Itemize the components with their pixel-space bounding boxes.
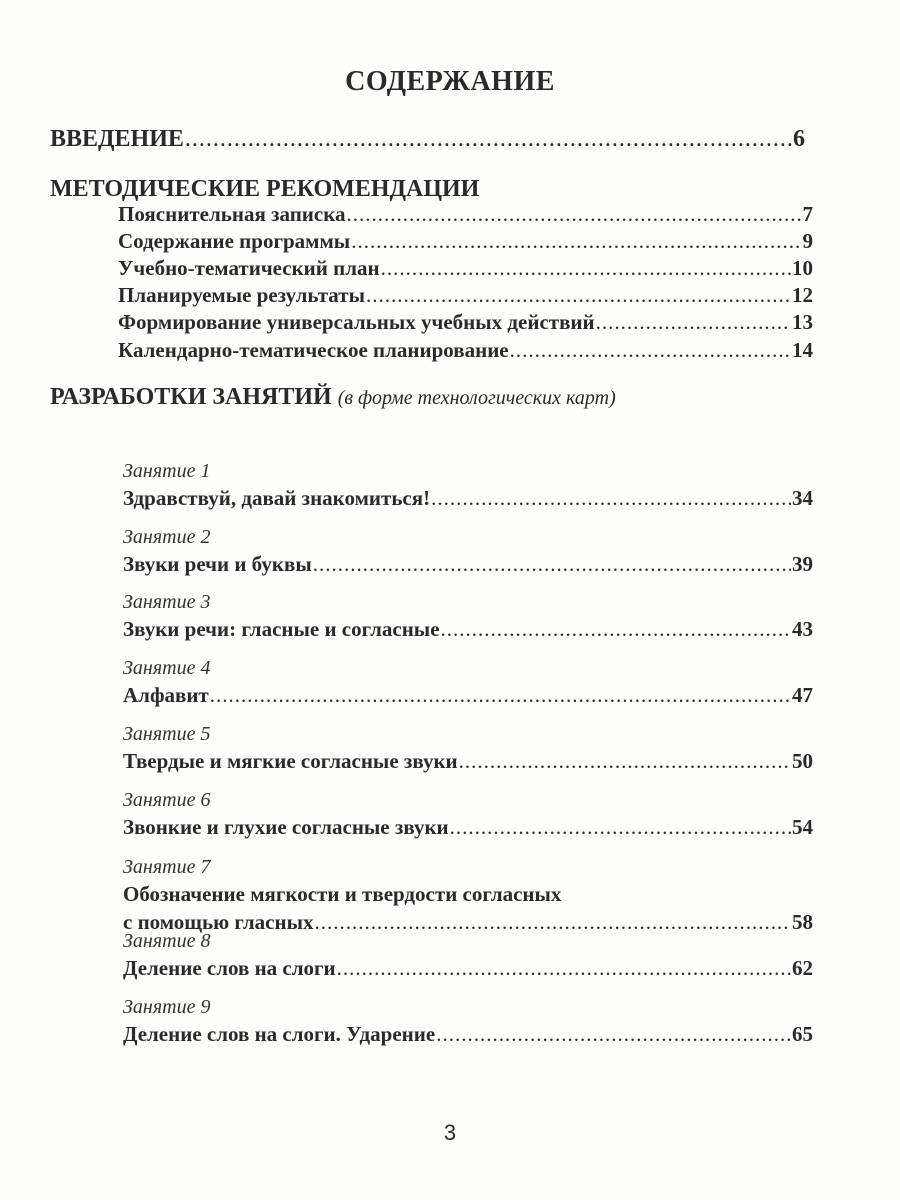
entry-page: 62 bbox=[792, 956, 813, 980]
toc-entry-lesson bbox=[123, 910, 813, 935]
toc-entry-intro bbox=[50, 126, 805, 153]
lesson-number: Занятие 8 bbox=[123, 930, 211, 952]
entry-page: 58 bbox=[792, 910, 813, 934]
entry-label: Планируемые результаты bbox=[118, 283, 365, 307]
toc-entry-method bbox=[118, 202, 813, 227]
toc-entry-lesson bbox=[123, 486, 813, 511]
entry-page: 10 bbox=[792, 256, 813, 280]
dot-leader bbox=[315, 910, 792, 935]
toc-entry-lesson bbox=[123, 552, 813, 577]
entry-label: с помощью гласных bbox=[123, 910, 314, 934]
entry-page: 9 bbox=[802, 229, 813, 253]
dot-leader bbox=[210, 683, 791, 708]
lesson-number: Занятие 9 bbox=[123, 996, 211, 1018]
lesson-number: Занятие 2 bbox=[123, 526, 211, 548]
entry-page: 47 bbox=[792, 683, 813, 707]
entry-label: Здравствуй, давай знакомиться! bbox=[123, 486, 431, 510]
section-heading-label: РАЗРАБОТКИ ЗАНЯТИЙ bbox=[50, 384, 332, 410]
toc-entry-lesson bbox=[123, 617, 813, 642]
dot-leader bbox=[313, 552, 791, 577]
entry-page: 13 bbox=[792, 310, 813, 334]
entry-label: Деление слов на слоги. Ударение bbox=[123, 1022, 436, 1046]
toc-entry-method bbox=[118, 256, 813, 281]
entry-label: Учебно-тематический план bbox=[118, 256, 380, 280]
lesson-number: Занятие 7 bbox=[123, 856, 211, 878]
entry-label: Календарно-тематическое планирование bbox=[118, 338, 509, 362]
toc-entry-method bbox=[118, 338, 813, 363]
entry-label: Деление слов на слоги bbox=[123, 956, 336, 980]
entry-page: 39 bbox=[792, 552, 813, 576]
page-number: 3 bbox=[443, 1120, 457, 1145]
entry-page: 34 bbox=[792, 486, 813, 510]
dot-leader bbox=[381, 256, 791, 281]
page-title: СОДЕРЖАНИЕ bbox=[345, 66, 555, 97]
entry-page: 65 bbox=[792, 1022, 813, 1046]
toc-entry-lesson bbox=[123, 683, 813, 708]
entry-page: 54 bbox=[792, 815, 813, 839]
entry-label: Звуки речи и буквы bbox=[123, 552, 312, 576]
section-heading-methods: МЕТОДИЧЕСКИЕ РЕКОМЕНДАЦИИ bbox=[50, 176, 480, 202]
entry-label: Содержание программы bbox=[118, 229, 351, 253]
dot-leader bbox=[347, 202, 802, 227]
lesson-number: Занятие 3 bbox=[123, 591, 211, 613]
dot-leader bbox=[441, 617, 791, 642]
toc-entry-lesson bbox=[123, 1022, 813, 1047]
dot-leader bbox=[185, 126, 792, 153]
lesson-number: Занятие 5 bbox=[123, 723, 211, 745]
lesson-title-line: Обозначение мягкости и твердости согласных bbox=[123, 882, 562, 906]
entry-label: Формирование универсальных учебных действий bbox=[118, 310, 595, 334]
dot-leader bbox=[450, 815, 791, 840]
toc-entry-lesson bbox=[123, 749, 813, 774]
dot-leader bbox=[436, 1022, 791, 1047]
entry-page: 6 bbox=[793, 126, 805, 152]
section-heading-lessons bbox=[50, 384, 616, 411]
toc-entry-lesson bbox=[123, 956, 813, 981]
dot-leader bbox=[366, 283, 791, 308]
entry-label: Звонкие и глухие согласные звуки bbox=[123, 815, 449, 839]
entry-label: Твердые и мягкие согласные звуки bbox=[123, 749, 458, 773]
lesson-number: Занятие 1 bbox=[123, 460, 211, 482]
lesson-number: Занятие 6 bbox=[123, 789, 211, 811]
dot-leader bbox=[459, 749, 791, 774]
entry-page: 14 bbox=[792, 338, 813, 362]
dot-leader bbox=[510, 338, 791, 363]
entry-label: Алфавит bbox=[123, 683, 209, 707]
lesson-number: Занятие 4 bbox=[123, 657, 211, 679]
toc-entry-lesson bbox=[123, 815, 813, 840]
dot-leader bbox=[596, 310, 791, 335]
dot-leader bbox=[431, 486, 791, 511]
entry-label: Пояснительная записка bbox=[118, 202, 346, 226]
dot-leader bbox=[337, 956, 791, 981]
entry-page: 7 bbox=[802, 202, 813, 226]
entry-label: Звуки речи: гласные и согласные bbox=[123, 617, 440, 641]
entry-label: ВВЕДЕНИЕ bbox=[50, 126, 184, 152]
section-subheading: (в форме технологических карт) bbox=[337, 387, 616, 409]
toc-entry-method bbox=[118, 229, 813, 254]
entry-page: 50 bbox=[792, 749, 813, 773]
toc-entry-method bbox=[118, 310, 813, 335]
entry-page: 12 bbox=[792, 283, 813, 307]
dot-leader bbox=[351, 229, 801, 254]
entry-page: 43 bbox=[792, 617, 813, 641]
toc-entry-method bbox=[118, 283, 813, 308]
